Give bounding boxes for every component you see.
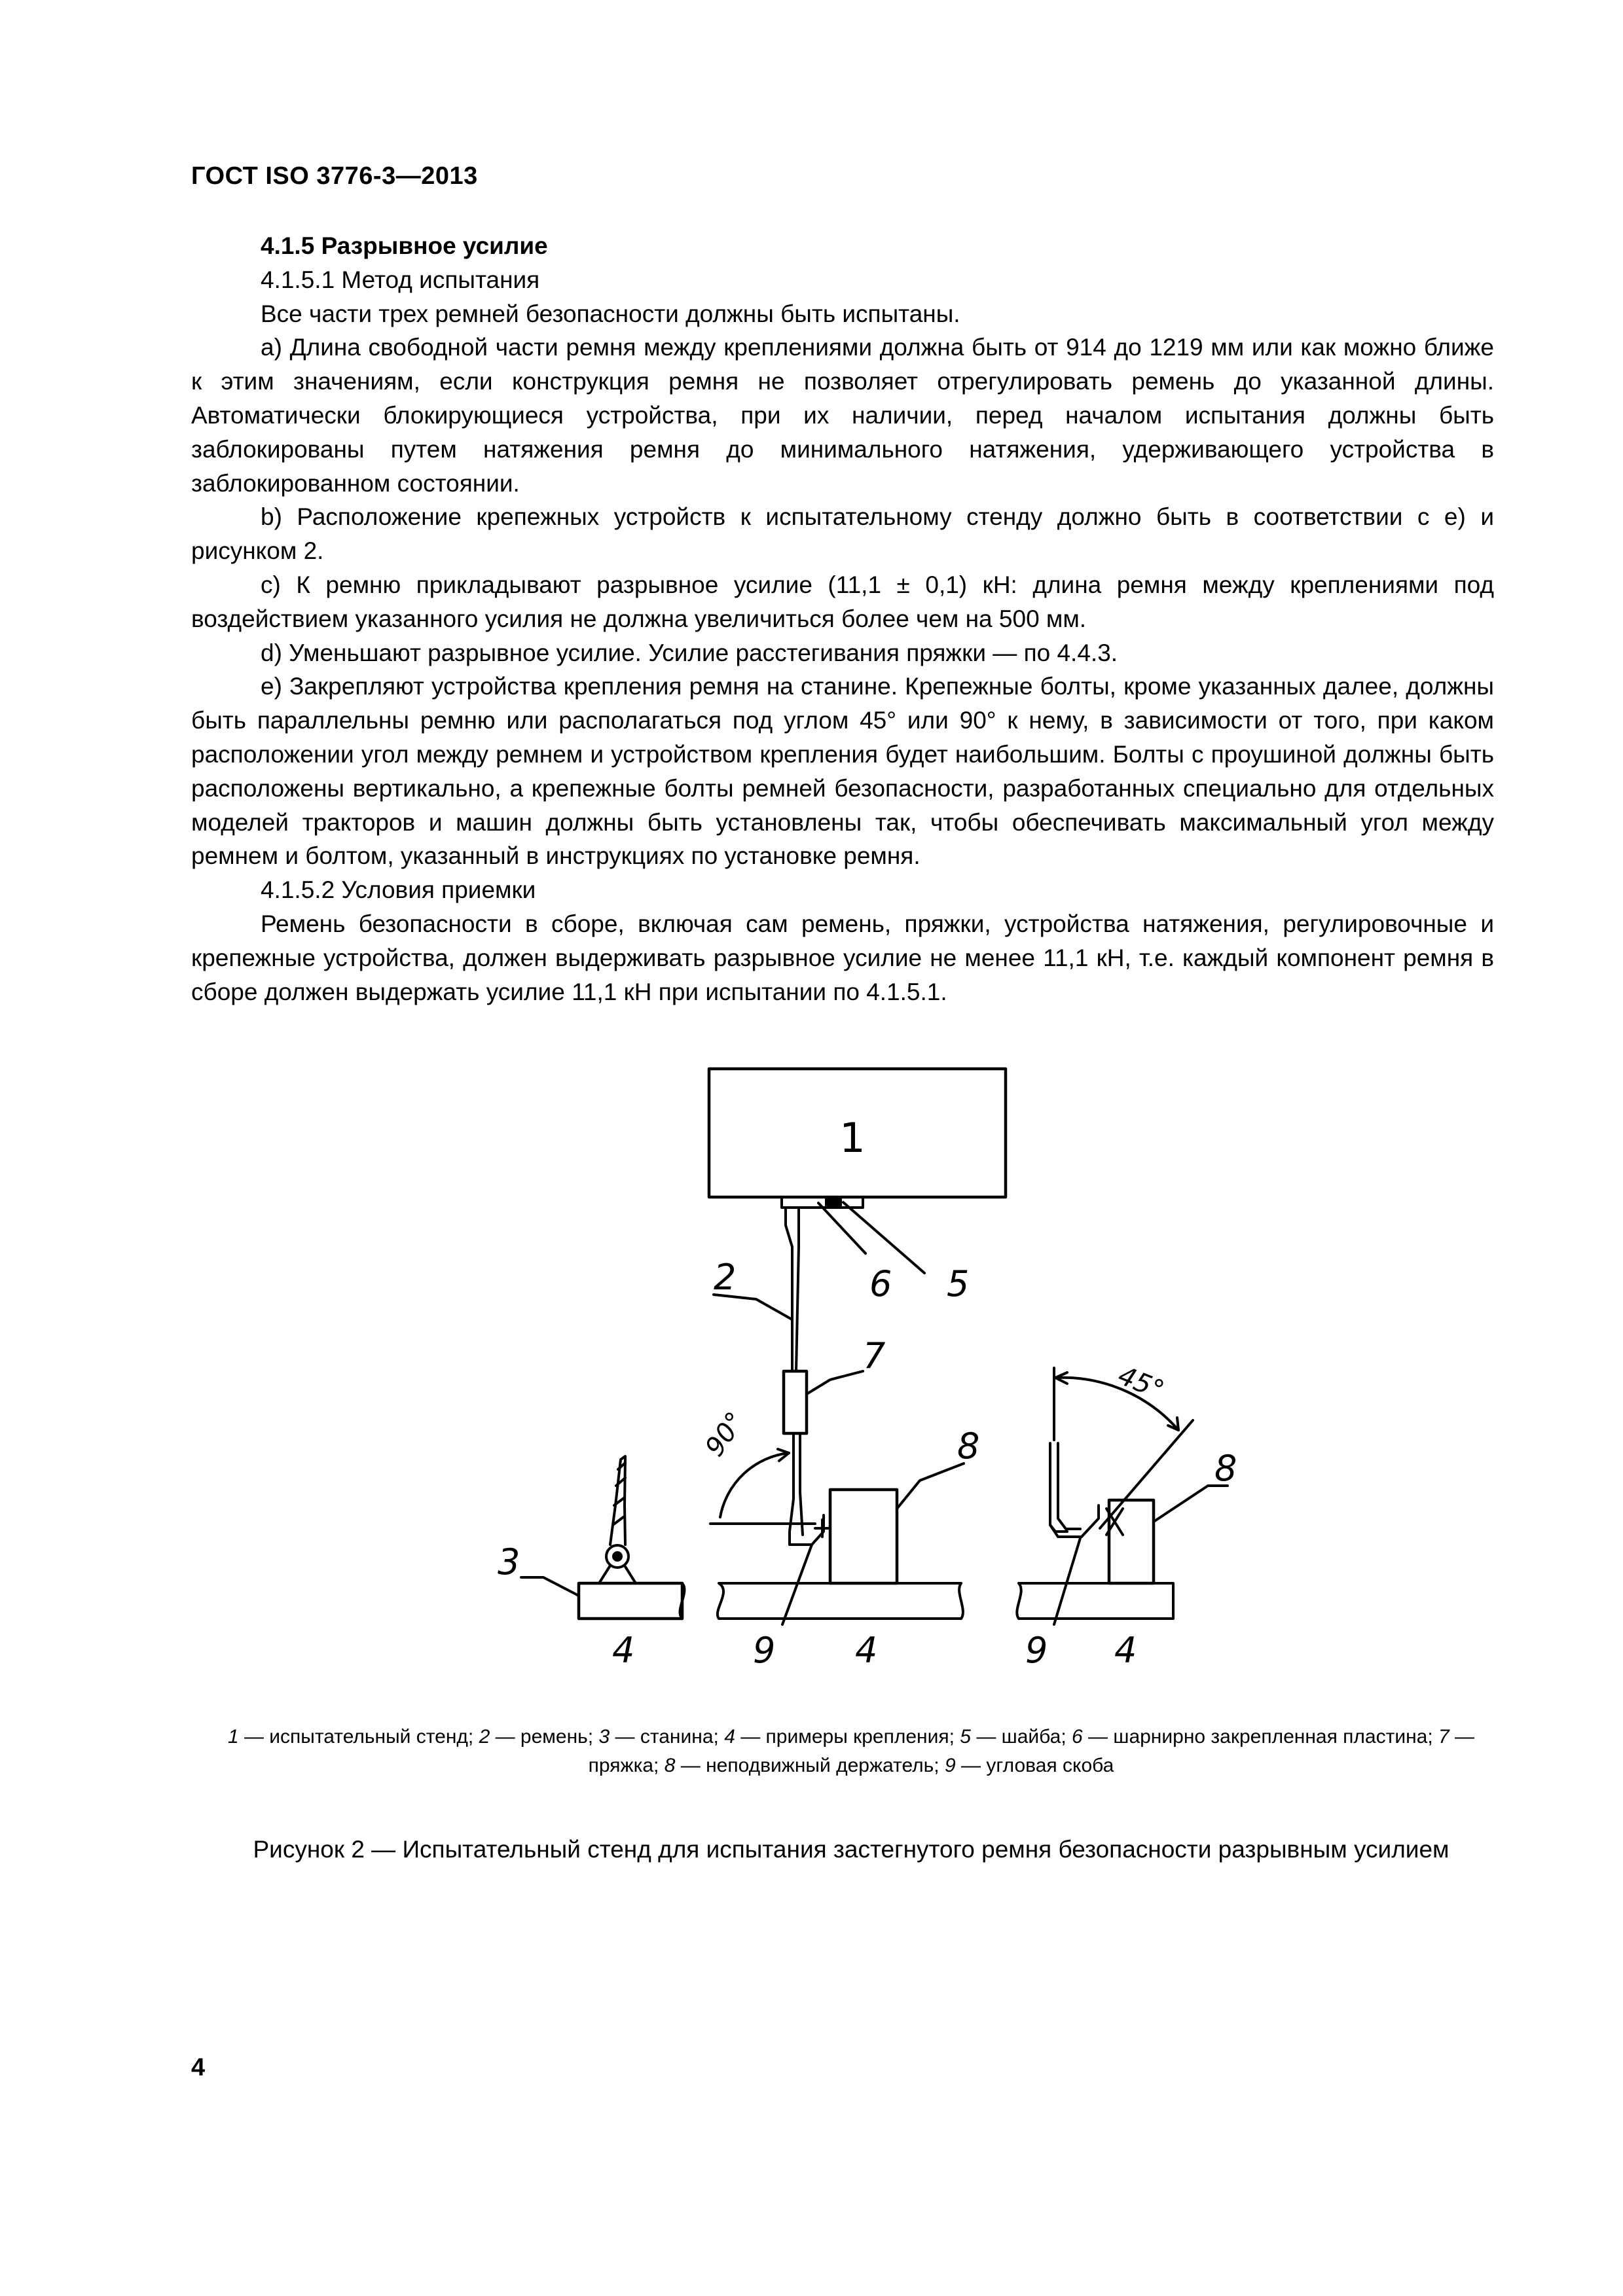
subsection-test-method: 4.1.5.1 Метод испытания: [261, 266, 540, 293]
label-8a: 8: [957, 1426, 980, 1467]
legend-item: 5 — шайба;: [960, 1726, 1072, 1748]
legend-item: 1 — испытательный стенд;: [227, 1726, 479, 1748]
label-4b: 4: [855, 1630, 878, 1671]
legend-item: 4 — примеры крепления;: [724, 1726, 960, 1748]
leader-7: [807, 1371, 863, 1394]
label-7: 7: [863, 1335, 886, 1376]
belt-upper: [786, 1208, 792, 1371]
paragraph-c: с) К ремню прикладывают разрывное усилие (11,1 ± 0,1) кН: длина ремня между креплениями под воздействием указанного усилия не должна увеличиться более чем на 500 мм.: [191, 571, 1494, 632]
legend-item: 2 — ремень;: [479, 1726, 599, 1748]
paragraph-b: b) Расположение крепежных устройств к испытательному стенду должно быть в соответствии с е) и рисунком 2.: [191, 503, 1494, 565]
section-heading: 4.1.5 Разрывное усилие: [261, 232, 548, 259]
belt-right: [1050, 1443, 1082, 1537]
legend-item: 3 — станина;: [598, 1726, 725, 1748]
label-8b: 8: [1214, 1448, 1237, 1489]
base-right: [1017, 1583, 1173, 1619]
leader-8b: [1154, 1486, 1228, 1522]
angle-90-arc: [720, 1453, 789, 1517]
washer: [826, 1197, 841, 1206]
page-number: 4: [191, 2054, 206, 2081]
legend-item: 8 — неподвижный держатель;: [664, 1755, 945, 1776]
buckle: [784, 1371, 807, 1433]
angle-45-line: [1100, 1420, 1193, 1528]
fixed-holder-right: [1109, 1500, 1154, 1583]
label-90-deg: 90°: [699, 1407, 751, 1462]
paragraph-a: а) Длина свободной части ремня между креплениями должна быть от 914 до 1219 мм или как можно ближе к этим значениям, если конструкция ремня не позволяет отрегулировать ремень до указанной длины. Автоматически блокирующиеся устройства, при их наличии, перед началом испытания должны быть заблокированы путем натяжения ремня до минимального натяжения, удерживающего устройства в заблокированном состоянии.: [191, 334, 1494, 497]
label-45-deg: 45°: [1114, 1360, 1169, 1406]
label-2: 2: [714, 1257, 737, 1298]
label-9a: 9: [753, 1630, 776, 1671]
paragraph-all-parts: Все части трех ремней безопасности должны быть испытаны.: [261, 300, 960, 327]
leader-6: [818, 1203, 866, 1253]
base-middle: [718, 1583, 963, 1619]
paragraph-d: d) Уменьшают разрывное усилие. Усилие расстегивания пряжки — по 4.4.3.: [261, 639, 1118, 666]
leader-9b: [1054, 1538, 1080, 1624]
paragraph-e: е) Закрепляют устройства крепления ремня на станине. Крепежные болты, кроме указанных далее, должны быть параллельны ремню или располагаться под углом 45° или 90° к нему, в зависимости от того, при каком расположении угол между ремнем и устройством крепления будет наибольшим. Болты с проушиной должны быть расположены вертикально, а крепежные болты ремней безопасности, разработанных специально для отдельных моделей тракторов и машин должны быть установлены так, чтобы обеспечивать максимальный угол между ремнем и болтом, указанный в инструкциях по установке ремня.: [191, 673, 1494, 870]
label-3: 3: [498, 1541, 520, 1583]
leader-2: [714, 1295, 791, 1319]
label-5: 5: [947, 1263, 970, 1304]
leader-8a: [897, 1463, 964, 1509]
figure-legend: [223, 1723, 1480, 1780]
angle-bracket-right: [1072, 1505, 1099, 1537]
leader-5: [843, 1202, 924, 1273]
label-9b: 9: [1025, 1630, 1048, 1671]
document-header: ГОСТ ISO 3776-3—2013: [191, 162, 478, 190]
legend-item: 7 — пряжка;: [588, 1726, 1475, 1776]
label-1: 1: [839, 1114, 866, 1162]
legend-item: 6 — шарнирно закрепленная пластина;: [1072, 1726, 1439, 1748]
fixed-holder-middle: [830, 1490, 897, 1583]
subsection-acceptance: 4.1.5.2 Условия приемки: [261, 876, 536, 904]
paragraph-acceptance: Ремень безопасности в сборе, включая сам ремень, пряжки, устройства натяжения, регулировочные и крепежные устройства, должен выдерживать разрывное усилие не менее 11,1 кН, т.е. каждый компонент ремня в сборе должен выдержать усилие 11,1 кН при испытании по 4.1.5.1.: [191, 910, 1494, 1005]
label-6: 6: [869, 1263, 892, 1304]
label-4a: 4: [612, 1630, 635, 1671]
angle-bracket-left: [790, 1515, 824, 1545]
frame-left: [579, 1583, 682, 1619]
legend-item: 9 — угловая скоба: [944, 1755, 1114, 1776]
leader-3: [521, 1577, 579, 1596]
figure-caption: Рисунок 2 — Испытательный стенд для испытания застегнутого ремня безопасности разрывным усилием: [253, 1836, 1450, 1863]
label-4c: 4: [1114, 1630, 1137, 1671]
belt-lower: [790, 1433, 793, 1532]
